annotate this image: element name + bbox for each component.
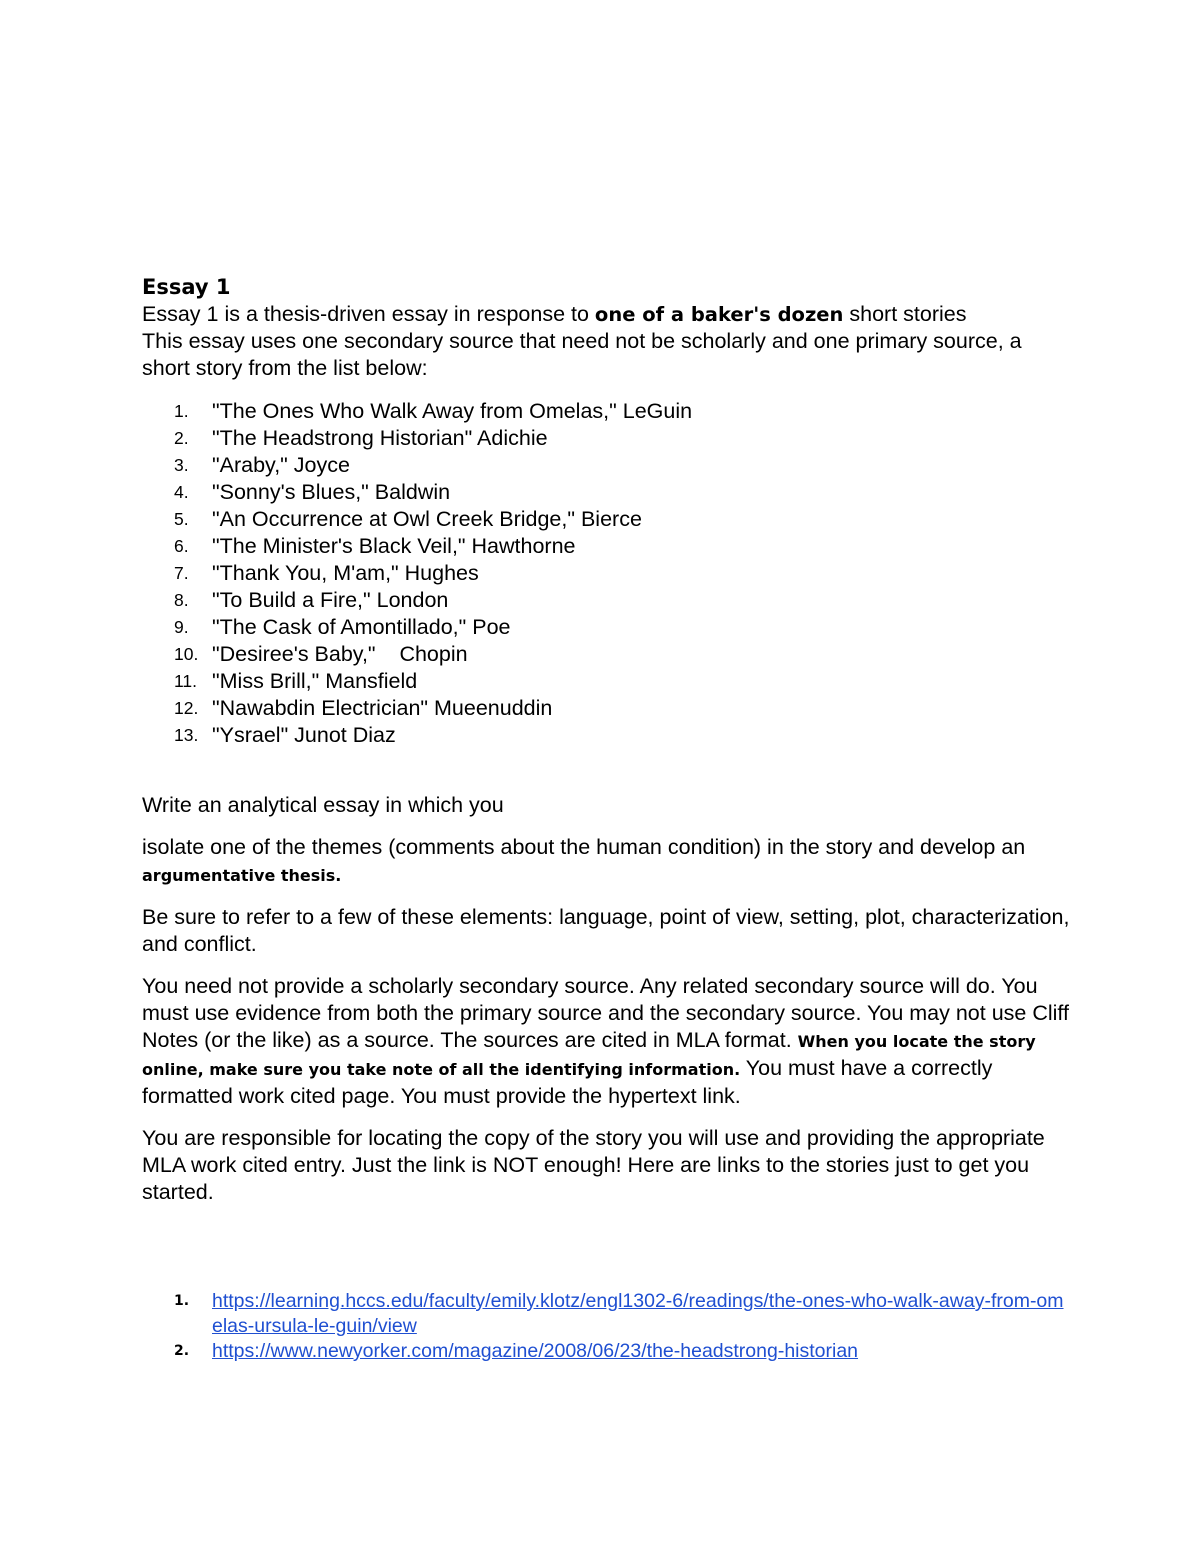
story-number: 2. [174, 428, 189, 448]
story-number: 10. [174, 644, 199, 664]
story-title: "The Ones Who Walk Away from Omelas," LeGuin [212, 399, 693, 423]
story-title: "The Cask of Amontillado," Poe [212, 615, 511, 639]
story-title: "Sonny's Blues," Baldwin [212, 480, 451, 504]
story-title: "The Minister's Black Veil," Hawthorne [212, 534, 576, 558]
story-number: 7. [174, 563, 189, 583]
story-number: 12. [174, 698, 199, 718]
story-title: "An Occurrence at Owl Creek Bridge," Bierce [212, 507, 642, 531]
isolate-text: isolate one of the themes (comments about the human condition) in the story and develop an [142, 835, 1026, 859]
sources-paragraph [142, 973, 1072, 1110]
story-number: 13. [174, 725, 199, 745]
story-title: "Araby," Joyce [212, 453, 350, 477]
story-item [142, 668, 1072, 695]
story-item [142, 479, 1072, 506]
story-item [142, 533, 1072, 560]
link-item [142, 1339, 1072, 1364]
story-item [142, 614, 1072, 641]
sources-bold: When you locate the story online, make sure you take note of all the identifying information. [142, 1032, 1036, 1079]
story-number: 1. [174, 401, 189, 421]
isolate-bold: argumentative thesis. [142, 866, 342, 885]
sources-text-end: You must have a correctly formatted work cited page. You must provide the hypertext link. [142, 1056, 993, 1108]
story-item [142, 506, 1072, 533]
story-item [142, 695, 1072, 722]
story-item [142, 452, 1072, 479]
story-item [142, 587, 1072, 614]
sources-text: You need not provide a scholarly secondary source. Any related secondary source will do. You must use evidence from both the primary source and the secondary source. You may not use Cliff Notes (or the like) as a source. The sources are cited in MLA format. [142, 974, 1069, 1052]
story-number: 3. [174, 455, 189, 475]
story-title: "Thank You, M'am," Hughes [212, 561, 479, 585]
responsible-paragraph: You are responsible for locating the copy of the story you will use and providing the appropriate MLA work cited entry. Just the link is NOT enough! Here are links to the stories just to get you started. [142, 1126, 1045, 1204]
story-item [142, 641, 1072, 668]
write-intro: Write an analytical essay in which you [142, 793, 504, 817]
essay-title: Essay 1 [142, 275, 231, 299]
story-number: 11. [174, 671, 198, 691]
story-number: 5. [174, 509, 189, 529]
link-number: 1. [174, 1293, 190, 1309]
story-title: "Desiree's Baby," Chopin [212, 642, 468, 666]
story-link-headstrong-historian[interactable]: https://www.newyorker.com/magazine/2008/06/23/the-headstrong-historian [212, 1340, 859, 1362]
story-item [142, 398, 1072, 425]
document-body [142, 274, 1072, 1364]
story-title: "The Headstrong Historian" Adichie [212, 426, 548, 450]
story-item [142, 425, 1072, 452]
story-title: "Ysrael" Junot Diaz [212, 723, 396, 747]
intro-text: Essay 1 is a thesis-driven essay in response to [142, 302, 595, 326]
story-title: "Nawabdin Electrician" Mueenuddin [212, 696, 553, 720]
story-number: 4. [174, 482, 189, 502]
story-number: 6. [174, 536, 189, 556]
story-title: "Miss Brill," Mansfield [212, 669, 418, 693]
story-link-omelas[interactable]: https://learning.hccs.edu/faculty/emily.klotz/engl1302-6/readings/the-ones-who-walk-away-from-omelas-ursula-le-guin/view [212, 1290, 1064, 1337]
isolate-paragraph [142, 834, 1072, 889]
intro-paragraph [142, 301, 1072, 328]
story-title: "To Build a Fire," London [212, 588, 449, 612]
story-item [142, 560, 1072, 587]
story-item [142, 722, 1072, 749]
story-number: 8. [174, 590, 189, 610]
intro-paragraph-2: This essay uses one secondary source that need not be scholarly and one primary source, a short story from the list below: [142, 329, 1022, 380]
link-item [142, 1289, 1072, 1339]
link-number: 2. [174, 1343, 190, 1359]
intro-bold: one of a baker's dozen [594, 303, 844, 326]
story-list [142, 398, 1072, 749]
story-number: 9. [174, 617, 189, 637]
link-list [142, 1289, 1072, 1364]
intro-text-end: short stories [843, 302, 967, 326]
elements-paragraph: Be sure to refer to a few of these elements: language, point of view, setting, plot, characterization, and conflict. [142, 905, 1070, 956]
